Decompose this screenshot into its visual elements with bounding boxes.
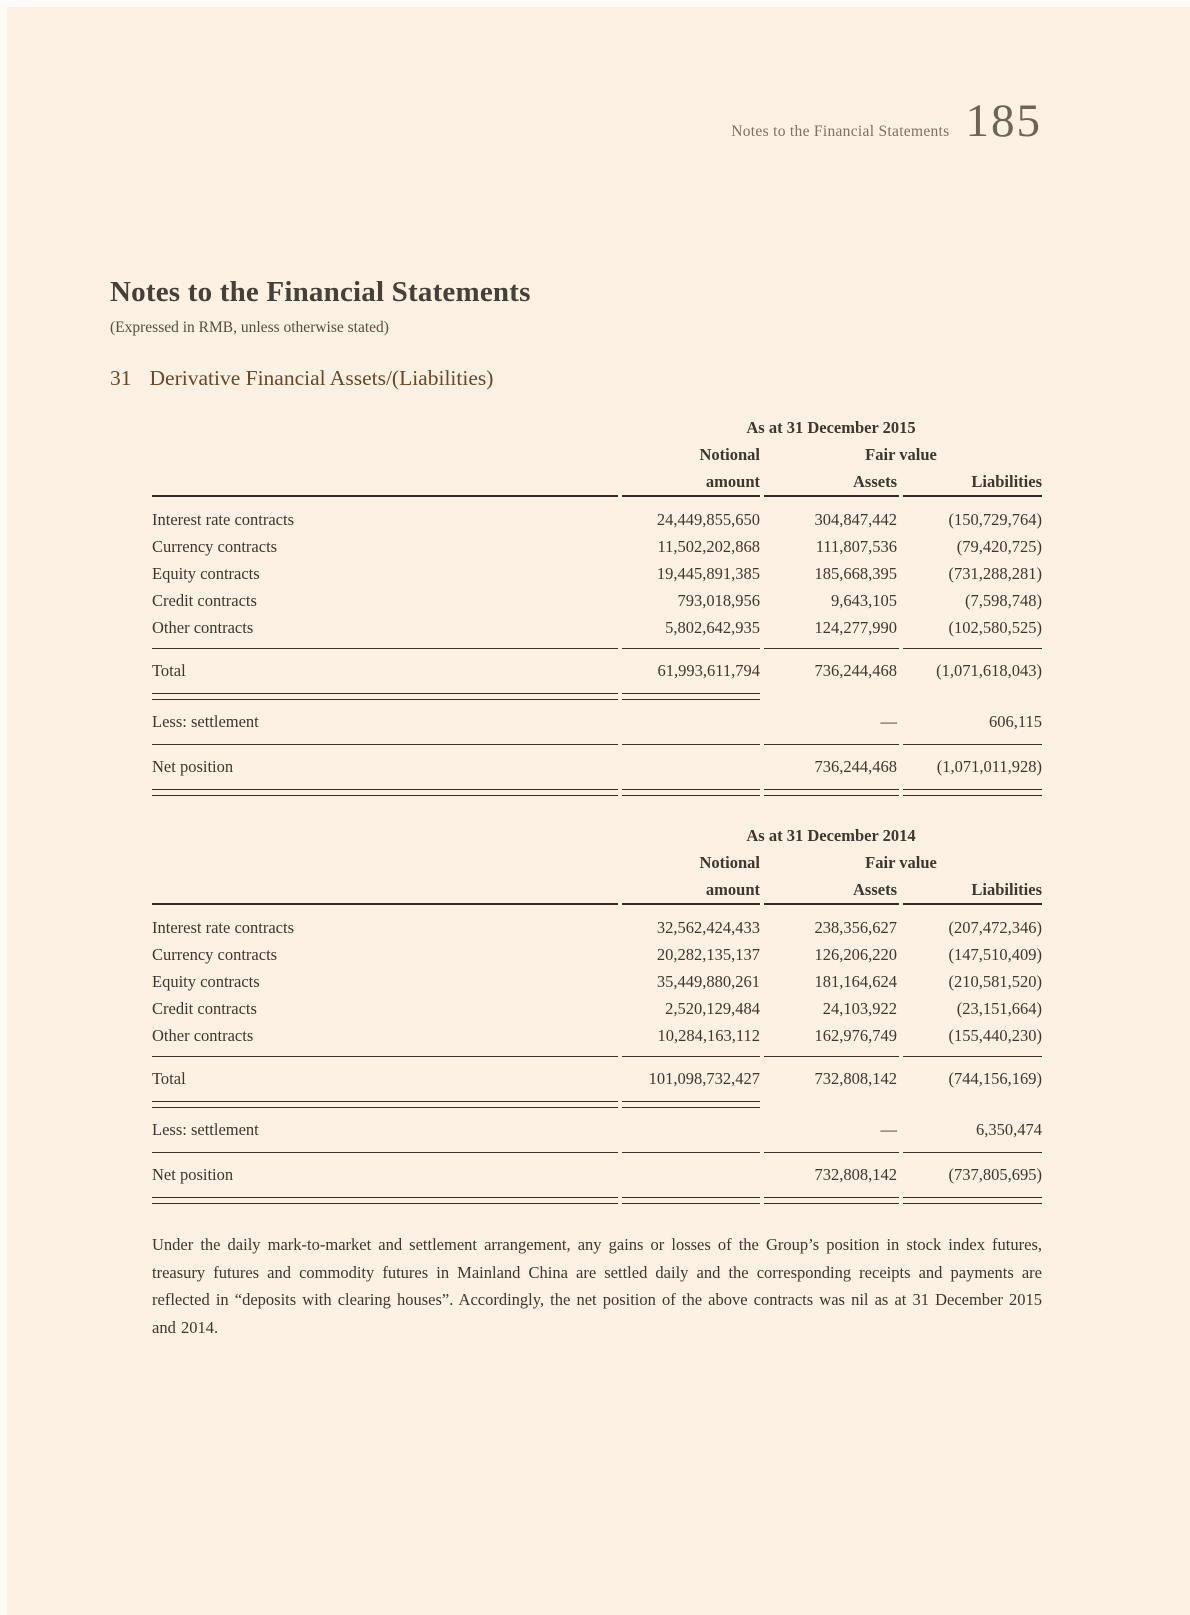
liabilities-value: (210,581,520) xyxy=(948,971,1042,991)
table-2014 xyxy=(152,822,1042,1204)
net-position-row xyxy=(152,1153,1042,1197)
notional-amount: 793,018,956 xyxy=(677,590,760,610)
row-label: Net position xyxy=(152,1165,234,1184)
row-label: Less: settlement xyxy=(152,1120,259,1139)
table-header-row-2 xyxy=(152,468,1042,495)
note-paragraph: Under the daily mark-to-market and settlement arrangement, any gains or losses of the Group’s position in stock index futures, treasury futures and commodity futures in Mainland China are settled daily and the corresponding receipts and payments are reflected in “deposits with clearing houses”. Accordingly, the net position of the above contracts was nil as at 31 December 2015 and 2014. xyxy=(152,1235,1042,1337)
liabilities-value: (147,510,409) xyxy=(948,944,1042,964)
assets-value: 732,808,142 xyxy=(814,1069,897,1088)
title-block xyxy=(110,276,531,337)
row-label: Equity contracts xyxy=(152,971,260,991)
assets-value: — xyxy=(880,1120,897,1139)
notional-amount: 24,449,855,650 xyxy=(656,509,760,529)
body-rule xyxy=(152,648,1042,649)
row-label: Currency contracts xyxy=(152,536,278,556)
row-label: Less: settlement xyxy=(152,712,259,731)
running-head-label: Notes to the Financial Statements xyxy=(731,123,950,140)
col-header-amount: amount xyxy=(705,879,760,899)
table-row xyxy=(152,587,1042,614)
assets-value: 162,976,749 xyxy=(814,1025,897,1045)
document-title: Notes to the Financial Statements xyxy=(110,276,531,308)
table-row xyxy=(152,995,1042,1022)
page-header xyxy=(731,95,1042,147)
page-number: 185 xyxy=(965,95,1042,147)
liabilities-value: (1,071,618,043) xyxy=(936,661,1042,680)
table-row xyxy=(152,506,1042,533)
assets-value: 126,206,220 xyxy=(814,944,897,964)
period-header: As at 31 December 2015 xyxy=(746,417,916,437)
assets-value: 124,277,990 xyxy=(814,617,897,637)
liabilities-value: (1,071,011,928) xyxy=(936,757,1042,776)
liabilities-value: (23,151,664) xyxy=(956,998,1042,1018)
table-header-row-1 xyxy=(152,849,1042,876)
row-label: Other contracts xyxy=(152,617,254,637)
row-label: Equity contracts xyxy=(152,563,260,583)
table-row xyxy=(152,968,1042,995)
table-row xyxy=(152,614,1042,641)
liabilities-value: (102,580,525) xyxy=(948,617,1042,637)
net-rule xyxy=(152,1197,1042,1204)
assets-value: 9,643,105 xyxy=(831,590,897,610)
section-number: 31 xyxy=(110,366,132,390)
notional-amount: 101,098,732,427 xyxy=(648,1069,760,1088)
table-row xyxy=(152,941,1042,968)
net-position-row xyxy=(152,745,1042,789)
assets-value: 111,807,536 xyxy=(815,536,897,556)
table-row xyxy=(152,914,1042,941)
row-label: Total xyxy=(152,1069,186,1088)
total-rule xyxy=(152,1101,1042,1108)
section-title: Derivative Financial Assets/(Liabilities) xyxy=(149,366,494,390)
liabilities-value: (731,288,281) xyxy=(948,563,1042,583)
assets-value: 181,164,624 xyxy=(814,971,897,991)
less-settlement-row xyxy=(152,1108,1042,1152)
row-label: Interest rate contracts xyxy=(152,917,295,937)
assets-value: 736,244,468 xyxy=(814,661,897,680)
total-row xyxy=(152,1057,1042,1101)
notional-amount: 32,562,424,433 xyxy=(656,917,760,937)
less-rule xyxy=(152,1152,1042,1153)
row-label: Other contracts xyxy=(152,1025,254,1045)
content-area xyxy=(152,414,1042,1358)
assets-value: 736,244,468 xyxy=(814,757,897,776)
col-header-liabilities: Liabilities xyxy=(971,471,1042,491)
net-rule xyxy=(152,789,1042,796)
liabilities-value: (155,440,230) xyxy=(948,1025,1042,1045)
row-label: Credit contracts xyxy=(152,590,257,610)
col-header-notional: Notional xyxy=(699,852,760,872)
row-label: Currency contracts xyxy=(152,944,278,964)
table-period-row xyxy=(152,414,1042,441)
table-body xyxy=(152,905,1042,1056)
assets-value: 304,847,442 xyxy=(814,509,897,529)
table-row xyxy=(152,560,1042,587)
total-row xyxy=(152,649,1042,693)
liabilities-value: (207,472,346) xyxy=(948,917,1042,937)
assets-value: 732,808,142 xyxy=(814,1165,897,1184)
header-rule xyxy=(152,495,1042,497)
less-rule xyxy=(152,744,1042,745)
col-header-fair-value: Fair value xyxy=(865,444,937,464)
table-row xyxy=(152,1022,1042,1049)
row-label: Total xyxy=(152,661,186,680)
header-rule xyxy=(152,903,1042,905)
table-body xyxy=(152,497,1042,648)
row-label: Interest rate contracts xyxy=(152,509,295,529)
notional-amount: 20,282,135,137 xyxy=(656,944,760,964)
notional-amount: 11,502,202,868 xyxy=(657,536,760,556)
notional-amount: 19,445,891,385 xyxy=(656,563,760,583)
liabilities-value: 6,350,474 xyxy=(976,1120,1042,1139)
liabilities-value: (79,420,725) xyxy=(956,536,1042,556)
total-rule xyxy=(152,693,1042,700)
assets-value: 185,668,395 xyxy=(814,563,897,583)
table-2015 xyxy=(152,414,1042,796)
row-label: Credit contracts xyxy=(152,998,257,1018)
table-row xyxy=(152,533,1042,560)
liabilities-value: (744,156,169) xyxy=(948,1069,1042,1088)
section-heading xyxy=(110,366,493,391)
col-header-fair-value: Fair value xyxy=(865,852,937,872)
assets-value: 238,356,627 xyxy=(814,917,897,937)
notional-amount: 10,284,163,112 xyxy=(657,1025,760,1045)
body-rule xyxy=(152,1056,1042,1057)
liabilities-value: (150,729,764) xyxy=(948,509,1042,529)
row-label: Net position xyxy=(152,757,234,776)
col-header-assets: Assets xyxy=(853,471,897,491)
assets-value: — xyxy=(880,712,897,731)
table-header-row-1 xyxy=(152,441,1042,468)
notional-amount: 61,993,611,794 xyxy=(657,661,760,680)
assets-value: 24,103,922 xyxy=(822,998,897,1018)
liabilities-value: (7,598,748) xyxy=(965,590,1042,610)
document-subtitle: (Expressed in RMB, unless otherwise stated) xyxy=(110,319,389,336)
less-settlement-row xyxy=(152,700,1042,744)
col-header-liabilities: Liabilities xyxy=(971,879,1042,899)
col-header-assets: Assets xyxy=(853,879,897,899)
col-header-amount: amount xyxy=(705,471,760,491)
period-header: As at 31 December 2014 xyxy=(746,825,916,845)
notional-amount: 2,520,129,484 xyxy=(665,998,760,1018)
notional-amount: 5,802,642,935 xyxy=(665,617,760,637)
liabilities-value: (737,805,695) xyxy=(948,1165,1042,1184)
table-period-row xyxy=(152,822,1042,849)
table-header-row-2 xyxy=(152,876,1042,903)
col-header-notional: Notional xyxy=(699,444,760,464)
notional-amount: 35,449,880,261 xyxy=(656,971,760,991)
liabilities-value: 606,115 xyxy=(988,712,1042,731)
